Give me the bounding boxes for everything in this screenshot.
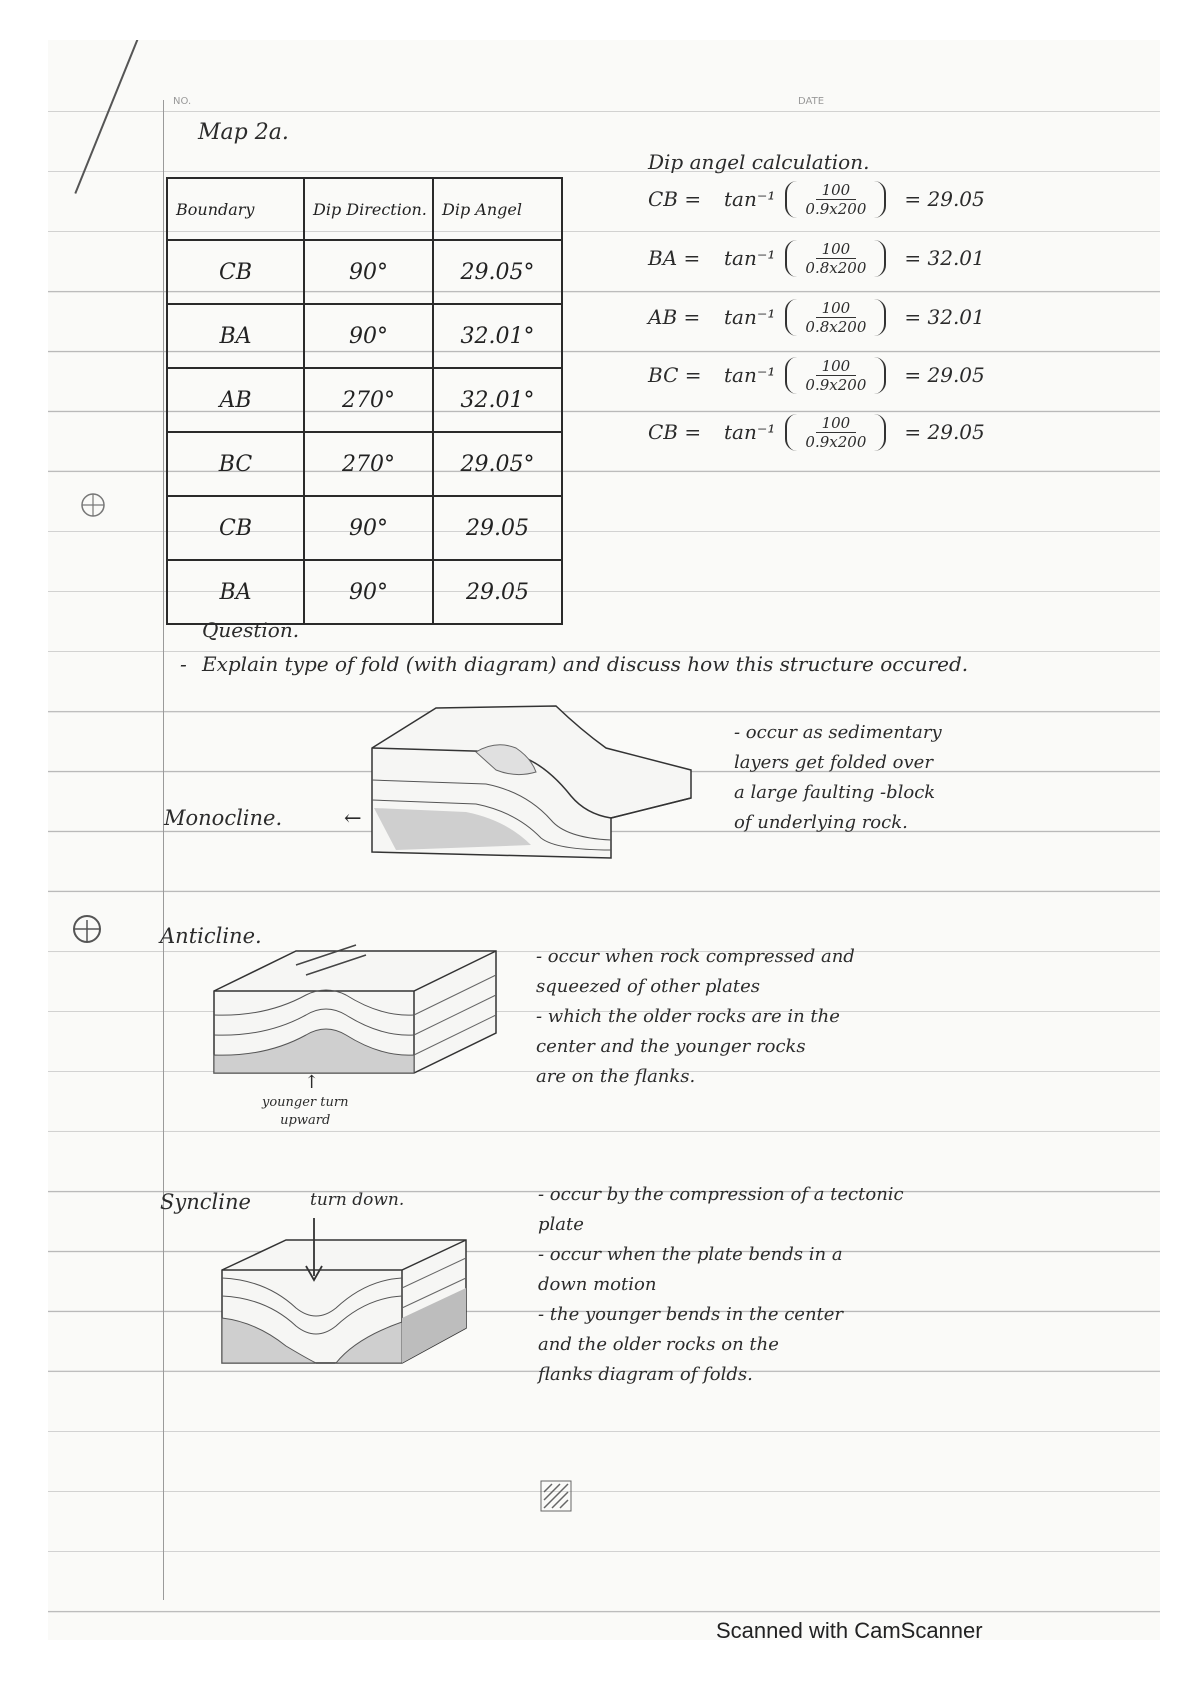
calc-line (648, 174, 985, 224)
calc-result: = 29.05 (904, 363, 985, 387)
calc-result: = 29.05 (904, 420, 985, 444)
cell-angle: 29.05 (433, 560, 562, 624)
note-line: are on the flanks. (536, 1066, 696, 1087)
margin-line (163, 100, 164, 1600)
question-text: Explain type of fold (with diagram) and discuss how this structure occured. (202, 652, 969, 676)
caption-line: younger turn (262, 1095, 349, 1110)
note-line: plate (538, 1214, 584, 1235)
dip-table (166, 177, 563, 625)
calc-result: = 32.01 (904, 305, 985, 329)
note-line: - occur when rock compressed and (536, 946, 855, 967)
note-line: a large faulting -block (734, 782, 936, 803)
cell-boundary: BA (167, 304, 304, 368)
calc-denominator: 0.8x200 (805, 258, 867, 277)
note-line: - occur as sedimentary (734, 722, 942, 743)
cell-direction: 90° (304, 496, 433, 560)
cell-direction: 270° (304, 432, 433, 496)
calc-label: AB = (648, 305, 701, 329)
cell-direction: 90° (304, 304, 433, 368)
calc-label: BA = (648, 246, 701, 270)
anticline-diagram (206, 935, 506, 1085)
calc-fraction (785, 414, 886, 451)
note-line: of underlying rock. (734, 812, 908, 833)
header-dip-direction: Dip Direction. (304, 178, 433, 240)
note-line: center and the younger rocks (536, 1036, 806, 1057)
calc-numerator: 100 (816, 414, 857, 433)
cell-boundary: CB (167, 496, 304, 560)
syncline-notes (538, 1180, 904, 1390)
calc-function: tan⁻¹ (724, 246, 776, 270)
question-dash: - (180, 652, 187, 676)
calc-label: CB = (648, 187, 702, 211)
calc-numerator: 100 (816, 357, 857, 376)
calc-line (648, 350, 985, 400)
calc-fraction (785, 240, 886, 277)
table-row (167, 304, 562, 368)
syncline-label: Syncline (160, 1190, 251, 1214)
cell-direction: 90° (304, 560, 433, 624)
cell-angle: 32.01° (433, 368, 562, 432)
header-boundary: Boundary (167, 178, 304, 240)
note-line: - occur when the plate bends in a (538, 1244, 843, 1265)
cell-direction: 270° (304, 368, 433, 432)
calc-line (648, 292, 985, 342)
cell-direction: 90° (304, 240, 433, 304)
monocline-arrow: ← (344, 806, 362, 830)
calc-label: BC = (648, 363, 702, 387)
cell-angle: 29.05° (433, 432, 562, 496)
cell-boundary: AB (167, 368, 304, 432)
note-line: and the older rocks on the (538, 1334, 779, 1355)
note-line: squeezed of other plates (536, 976, 761, 997)
calc-function: tan⁻¹ (724, 305, 776, 329)
calc-denominator: 0.9x200 (805, 375, 867, 394)
cell-boundary: BA (167, 560, 304, 624)
calc-function: tan⁻¹ (724, 363, 776, 387)
page-title: Map 2a. (198, 120, 289, 145)
calc-result: = 29.05 (904, 187, 985, 211)
calc-function: tan⁻¹ (724, 420, 776, 444)
table-row (167, 496, 562, 560)
calc-numerator: 100 (816, 299, 857, 318)
calc-line (648, 233, 985, 283)
calc-title: Dip angel calculation. (648, 150, 870, 174)
syncline-sublabel: turn down. (310, 1190, 405, 1210)
anticline-caption (262, 1094, 348, 1130)
anticline-notes (536, 942, 855, 1092)
calc-function: tan⁻¹ (724, 187, 776, 211)
monocline-notes (734, 718, 942, 838)
calc-fraction (785, 299, 886, 336)
anticline-label: Anticline. (160, 924, 262, 948)
table-row (167, 240, 562, 304)
table-row (167, 432, 562, 496)
date-label: DATE (798, 96, 825, 107)
note-line: layers get folded over (734, 752, 933, 773)
calc-label: CB = (648, 420, 702, 444)
note-line: down motion (538, 1274, 657, 1295)
calc-denominator: 0.9x200 (805, 199, 867, 218)
no-label: NO. (173, 96, 192, 107)
calc-fraction (785, 357, 886, 394)
calc-numerator: 100 (816, 181, 857, 200)
cell-angle: 32.01° (433, 304, 562, 368)
calc-result: = 32.01 (904, 246, 985, 270)
note-line: - the younger bends in the center (538, 1304, 844, 1325)
table-row (167, 368, 562, 432)
question-heading: Question. (202, 618, 300, 642)
calc-fraction (785, 181, 886, 218)
header-dip-angle: Dip Angel (433, 178, 562, 240)
caption-line: upward (280, 1113, 331, 1128)
note-line: - which the older rocks are in the (536, 1006, 840, 1027)
binder-hole-icon (78, 490, 108, 520)
notebook-logo-icon (540, 1480, 572, 1512)
cell-angle: 29.05 (433, 496, 562, 560)
calc-line (648, 407, 985, 457)
table-row (167, 560, 562, 624)
note-line: flanks diagram of folds. (538, 1364, 753, 1385)
scanner-watermark: Scanned with CamScanner (716, 1618, 983, 1643)
cell-angle: 29.05° (433, 240, 562, 304)
binder-hole-icon (70, 912, 104, 946)
anticline-caption-arrow: ↑ (304, 1072, 320, 1093)
syncline-diagram (216, 1218, 476, 1368)
page-corner-line (74, 40, 143, 194)
cell-boundary: BC (167, 432, 304, 496)
notebook-page (48, 40, 1160, 1640)
cell-boundary: CB (167, 240, 304, 304)
monocline-label: Monocline. (164, 806, 283, 830)
monocline-diagram (366, 700, 696, 860)
calc-denominator: 0.8x200 (805, 317, 867, 336)
note-line: - occur by the compression of a tectonic (538, 1184, 904, 1205)
calc-denominator: 0.9x200 (805, 432, 867, 451)
calc-numerator: 100 (816, 240, 857, 259)
